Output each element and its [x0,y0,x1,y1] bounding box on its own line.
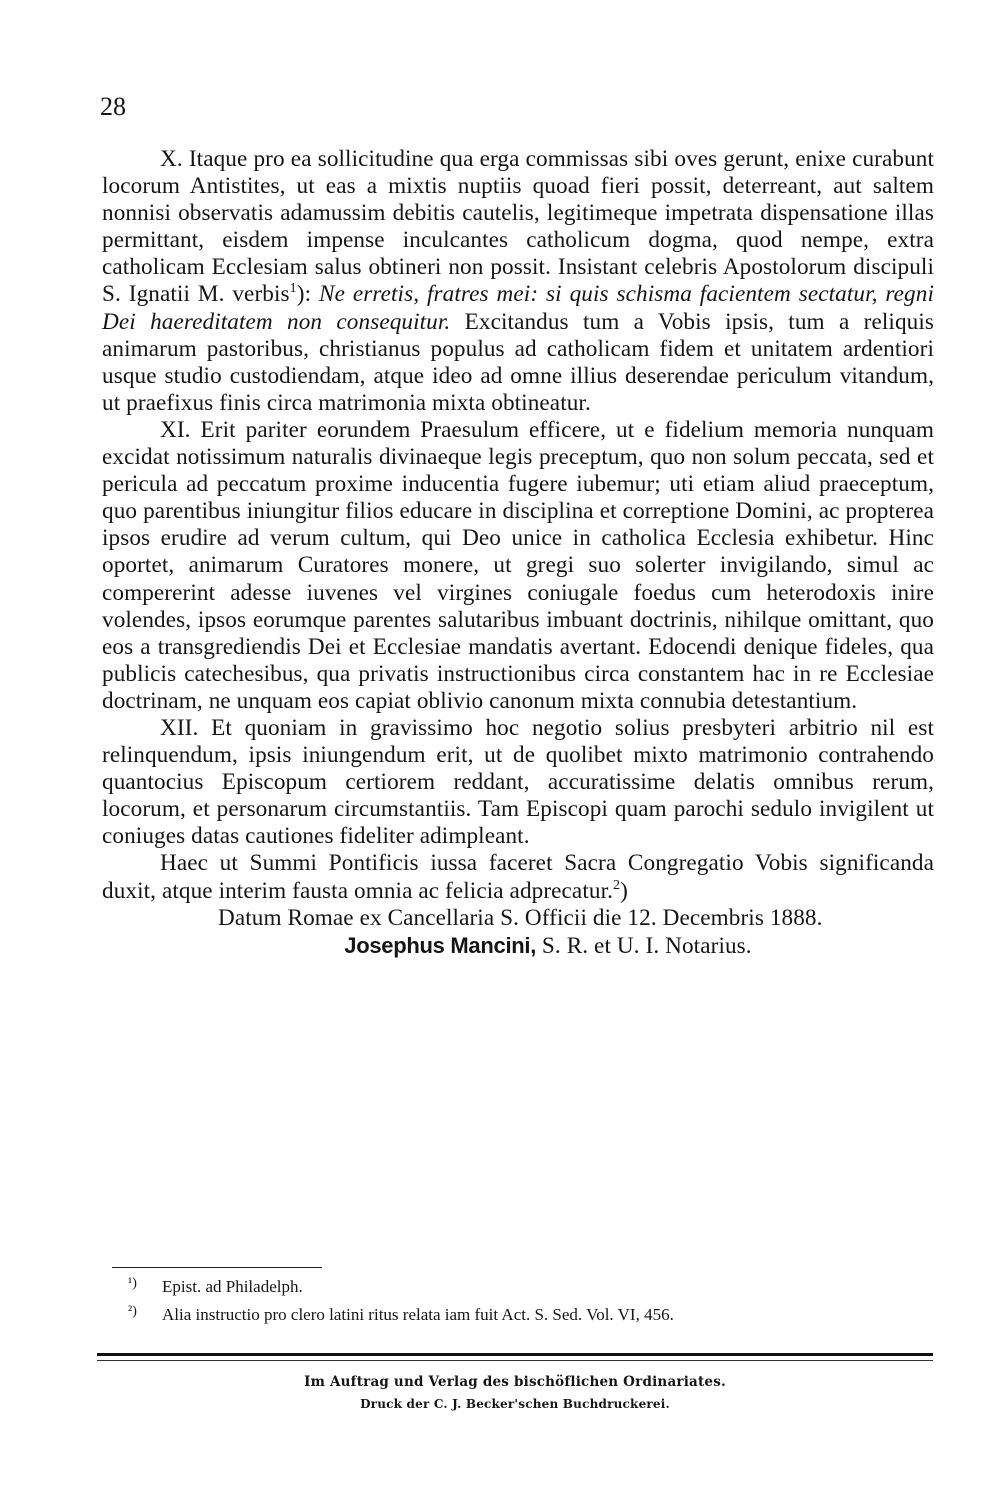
signature-name: Josephus Mancini, [344,932,537,958]
footnote-text: Alia instructio pro clero latini ritus relata iam fuit Act. S. Sed. Vol. VI, 456. [162,1305,674,1324]
paragraph-xii: XII. Et quoniam in gravissimo hoc negotio solius presbyteri arbitrio nil est relinquendum, ipsis iniungendum erit, ut de quolibet mixto matrimonio contrahendo quantocius Episcopum certiorem reddant, accuratissime delatis omnibus rerum, locorum, et personarum circumstantiis. Tam Episcopi quam parochi sedulo invigilent ut coniuges datas cautiones fideliter adimpleant. [102,714,934,850]
printer-imprint [97,1370,933,1414]
footnote-mark: ²) [128,1304,137,1319]
footnote-text: Epist. ad Philadelph. [162,1277,303,1296]
paragraph-closing [102,850,934,904]
footnote-2 [128,1299,942,1327]
colophon-rule-thick [97,1353,933,1356]
ignatius-quote: Ne erretis, fratres mei: si quis schisma facientem sectatur, regni Dei haereditatem non consequitur. [102,281,934,335]
footnotes [128,1271,942,1327]
footnote-ref-1: 1 [289,281,297,297]
footnote-1 [128,1271,942,1299]
printer-line: Druck der C. J. Becker'schen Buchdruckerei. [360,1397,670,1411]
date-line: Datum Romae ex Cancellaria S. Officii die 12. Decembris 1888. [218,904,823,931]
colophon-rule-thin [97,1360,933,1361]
paragraph-x-text: X. Itaque pro ea sollicitudine qua erga commissas sibi oves gerunt, enixe curabunt locorum Antistites, ut eas a mixtis nuptiis quoad fieri possit, deterreant, aut saltem nonnisi observatis adamussim debitis cautelis, legitimeque impetrata dispensatione illas permittant, eisdem impense inculcantes catholicum dogma, quod nempe, extra catholicam Ecclesiam salus obtineri non possit. Insistant celebris Apostolorum discipuli S. Ignatii M. verbis [102,146,934,308]
closing-paren: ) [620,877,628,904]
signature-title: S. R. et U. I. Notarius. [536,932,752,959]
paragraph-xi: XI. Erit pariter eorundem Praesulum efficere, ut e fidelium memoria nunquam excidat notissimum naturalis divinaeque legis preceptum, quo non solum peccata, sed et pericula ad peccatum proxime inducentia fugere iubemur; uti etiam aliud praeceptum, quo parentibus iniungitur filios educare in disciplina et correptione Domini, ac propterea ipsos erudire ad verum cultum, qui Deo unice in catholica Ecclesia exhibetur. Hinc oportet, animarum Curatores monere, ut gregi suo solerter invigilando, simul ac compererint adesse iuvenes vel virgines coniugale foedus cum heterodoxis inire volendes, ipsos eorumque parentes salutaribus imbuant doctrinis, nihilque omittant, quo eos a transgrediendis Dei et Ecclesiae mandatis avertant. Edocendi denique fideles, qua publicis catechesibus, qua privatis instructionibus circa constantem hac in re Ecclesiae doctrinam, ne unquam eos capiat oblivio canonum mixta connubia detestantium. [102,416,934,714]
signature-line [102,932,934,960]
letter-body [102,146,934,960]
closing-text: Haec ut Summi Pontificis iussa faceret Sacra Congregatio Vobis significanda duxit, atque interim fausta omnia ac felicia adprecatur. [102,850,934,904]
paragraph-x-text-2: ): [296,281,319,308]
publisher-line: Im Auftrag und Verlag des bischöflichen Ordinariates. [304,1374,726,1390]
footnote-ref-2: 2 [613,877,621,893]
footnote-divider [112,1267,322,1268]
page-number: 28 [100,92,126,121]
paragraph-x [102,146,934,417]
paragraph-x-text-3: Excitandus tum a Vobis ipsis, tum a reliquis animarum pastoribus, christianus populus ad catholicam fidem et unitatem ardentiori usque studio custodiendam, atque ideo ad omne illius deserendae periculum vitandum, ut praefixus finis circa matrimonia mixta obtineatur. [102,308,934,416]
footnote-mark: ¹) [128,1276,137,1291]
